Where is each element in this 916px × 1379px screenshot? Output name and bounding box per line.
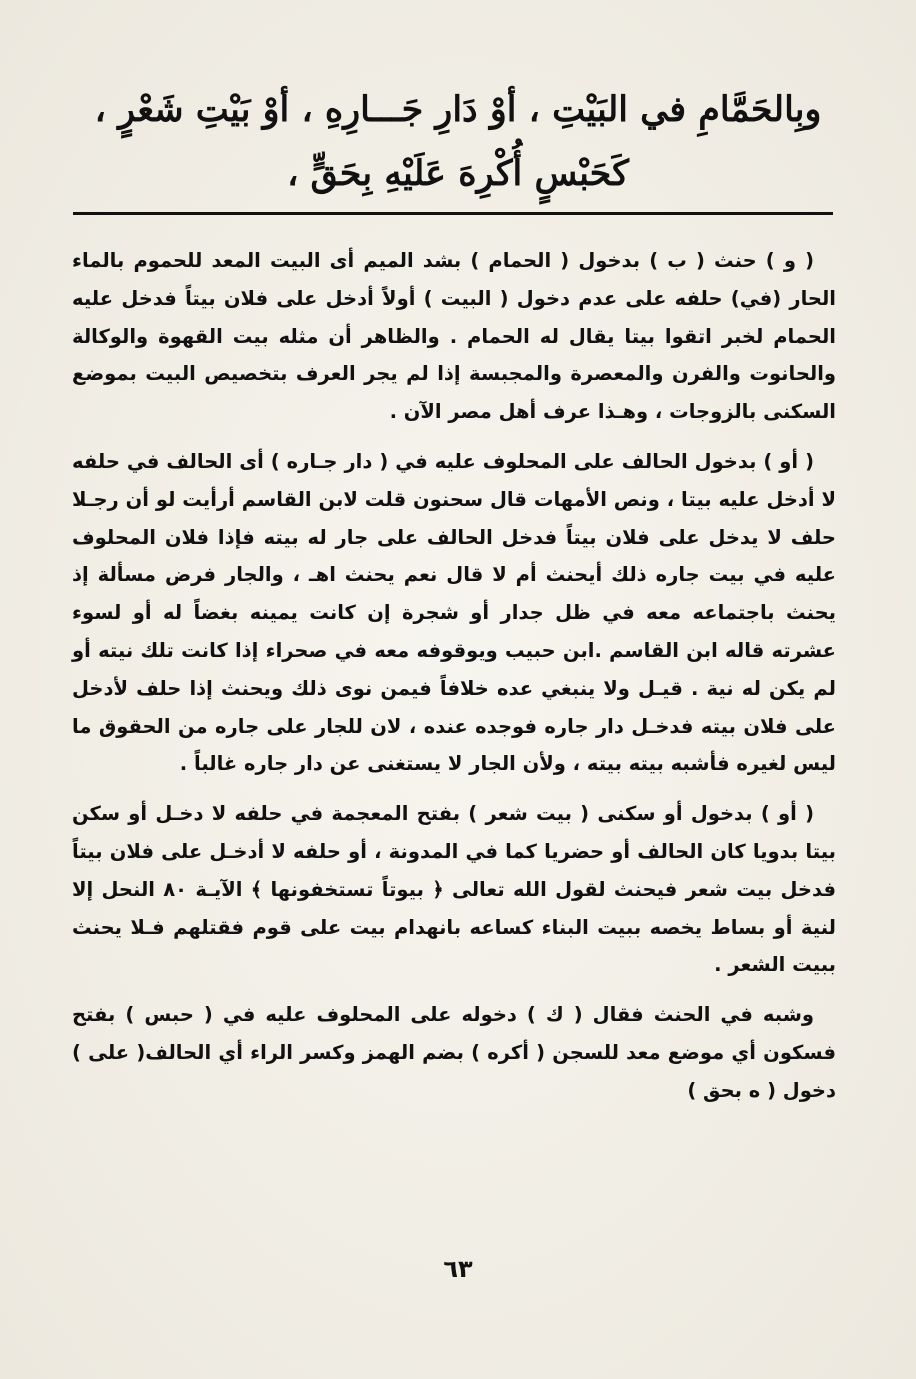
page-number: ٦٣	[443, 1255, 473, 1283]
verse-line-2: كَحَبْسٍ أُكْرِهَ عَلَيْهِ بِحَقٍّ ،	[287, 153, 629, 194]
verse-line-1: وبِالحَمَّامِ في البَيْتِ ، أوْ دَارِ جَـــارِهِ ، أوْ بَيْتِ شَعْرٍ ،	[94, 89, 822, 130]
paragraph-4: وشبه في الحنث فقال ( ك ) دخوله على المحلوف عليه في ( حبس ) بفتح فسكون أي موضع معد للسجن ( أكره ) بضم الهمز وكسر الراء أي الحالف( على ) دخول ( ه بحق )	[72, 1003, 836, 1102]
header-divider	[73, 212, 833, 215]
paragraph-1: ( و ) حنث ( ب ) بدخول ( الحمام ) بشد الميم أى البيت المعد للحموم بالماء الحار (في) حلفه على عدم دخول ( البيت ) أولاً أدخل على فلان بيتاً فدخل عليه الحمام لخبر اتقوا بيتا يقال له الحمام . والظاهر أن مثله بيت القهوة والوكالة والحانوت والفرن والمعصرة والمجبسة إذا لم يجر العرف بتخصيص البيت بموضع السكنى بالزوجات ، وهـذا عرف أهل مصر الآن .	[72, 249, 836, 424]
paragraph-3: ( أو ) بدخول أو سكنى ( بيت شعر ) بفتح المعجمة في حلفه لا دخـل أو سكن بيتا بدويا كان الحالف أو حضريا كما في المدونة ، أو حلفه لا أدخـل على فلان بيتاً فدخل بيت شعر فيحنث لقول الله تعالى ﴿ بيوتاً تستخفونها ﴾ الآيـة ٨٠ النحل إلا لنية أو بساط يخصه ببيت البناء كساعه بانهدام بيت على قوم فقتلهم فـلا يحنث ببيت الشعر .	[72, 802, 836, 977]
verse-header	[70, 78, 846, 206]
commentary-text	[72, 242, 836, 1122]
paragraph-2: ( أو ) بدخول الحالف على المحلوف عليه في ( دار جـاره ) أى الحالف في حلفه لا أدخل عليه بيتا ، ونص الأمهات قال سحنون قلت لابن القاسم أرأيت لو أن رجـلا حلف لا يدخل على فلان بيتاً فدخل الحالف على جار له بيته فإذا فلان المحلوف عليه في بيت جاره ذلك أيحنث أم لا قال نعم يحنث اهـ ، والجار فرض مسألة إذ يحنث باجتماعه معه في ظل جدار أو شجرة إن كانت يمينه بغضاً له أو لسوء عشرته قاله ابن القاسم .ابن حبيب ويوقوفه معه في صحراء إذا كانت تلك نيته أو لم يكن له نية . قيـل ولا ينبغي عده خلافاً فيمن نوى ذلك ويحنث إذا حلف لأدخل على فلان بيته فدخـل دار جاره فوجده عنده ، لان للجار على جاره من الحقوق ما ليس لغيره فأشبه بيته بيته ، ولأن الجار لا يستغنى عن دار جاره غالباً .	[72, 449, 836, 776]
